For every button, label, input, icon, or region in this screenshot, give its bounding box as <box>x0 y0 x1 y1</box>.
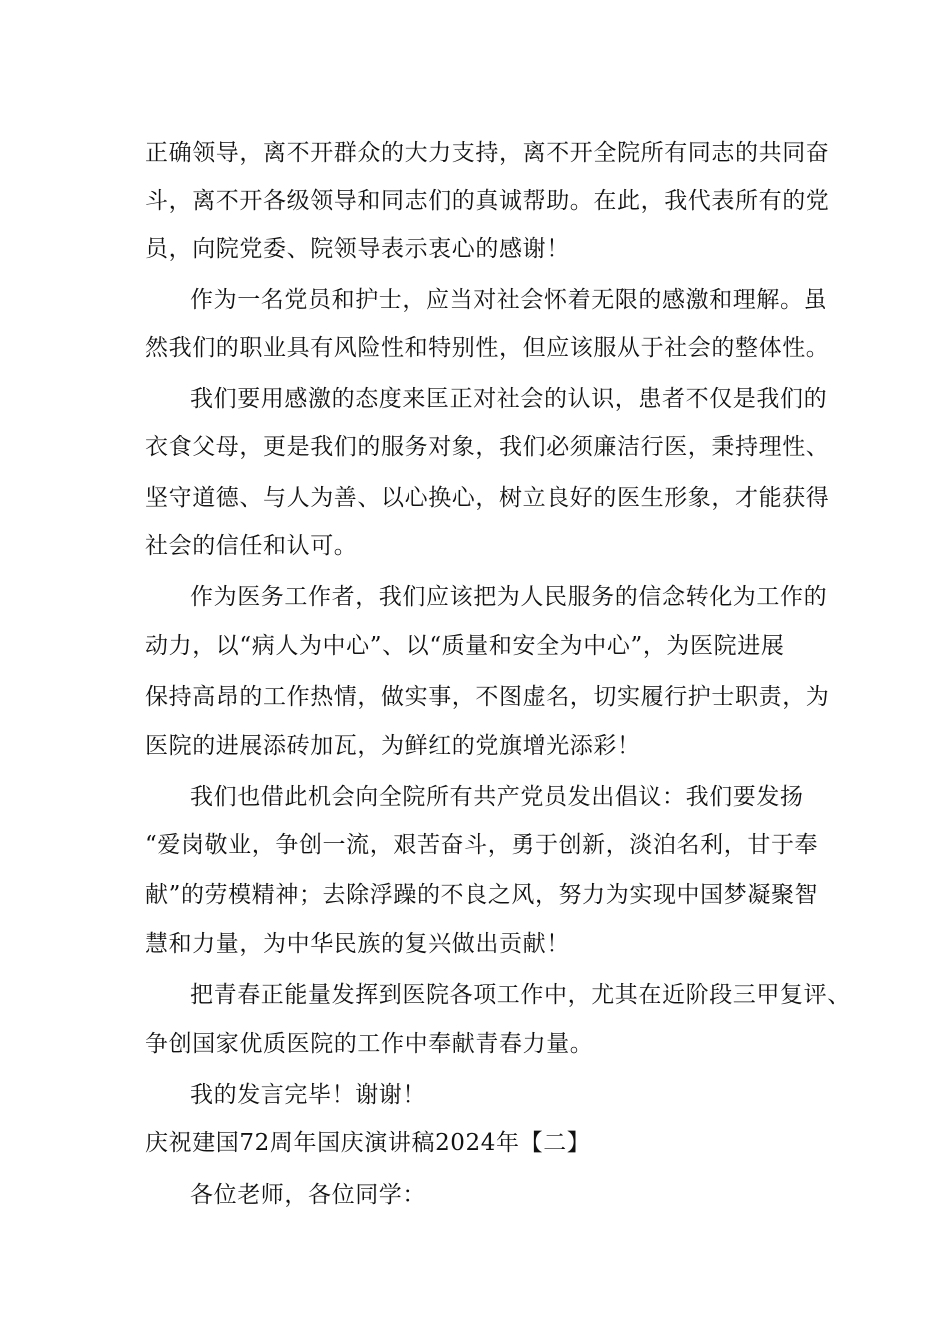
text-line: 医院的进展添砖加瓦，为鲜红的党旗增光添彩！ <box>145 733 641 759</box>
text-line: 作为医务工作者，我们应该把为人民服务的信念转化为工作的 <box>190 584 828 610</box>
text-line: 我们要用感激的态度来匡正对社会的认识，患者不仅是我们的 <box>190 386 828 412</box>
text-line: 献”的劳模精神；去除浮躁的不良之风，努力为实现中国梦凝聚智 <box>145 882 819 908</box>
text-line: 正确领导，离不开群众的大力支持，离不开全院所有同志的共同奋 <box>145 140 830 166</box>
text-line: 坚守道德、与人为善、以心换心，树立良好的医生形象，才能获得 <box>145 485 830 511</box>
text-line: 动力，以“病人为中心”、以“质量和安全为中心”，为医院进展 <box>145 633 785 659</box>
text-line: 把青春正能量发挥到医院各项工作中，尤其在近阶段三甲复评、 <box>190 982 851 1008</box>
text-line: 我们也借此机会向全院所有共产党员发出倡议：我们要发扬 <box>190 784 804 810</box>
text-line: 员，向院党委、院领导表示衷心的感谢！ <box>145 236 570 262</box>
section-heading: 庆祝建国72周年国庆演讲稿2024年【二】 <box>145 1130 591 1156</box>
text-line: 社会的信任和认可。 <box>145 533 358 559</box>
text-line: 保持高昂的工作热情，做实事，不图虚名，切实履行护士职责，为 <box>145 684 830 710</box>
text-line: 衣食父母，更是我们的服务对象，我们必须廉洁行医，秉持理性、 <box>145 434 830 460</box>
text-line: 作为一名党员和护士，应当对社会怀着无限的感激和理解。虽 <box>190 287 828 313</box>
text-line: 我的发言完毕！谢谢！ <box>190 1082 426 1108</box>
text-line: 争创国家优质医院的工作中奉献青春力量。 <box>145 1031 594 1057</box>
text-line: 然我们的职业具有风险性和特别性，但应该服从于社会的整体性。 <box>145 335 830 361</box>
text-line: “爱岗敬业，争创一流，艰苦奋斗，勇于创新，淡泊名利，甘于奉 <box>145 832 819 858</box>
text-line: 慧和力量，为中华民族的复兴做出贡献！ <box>145 931 570 957</box>
text-line: 各位老师，各位同学： <box>190 1182 426 1208</box>
text-line: 斗，离不开各级领导和同志们的真诚帮助。在此，我代表所有的党 <box>145 188 830 214</box>
